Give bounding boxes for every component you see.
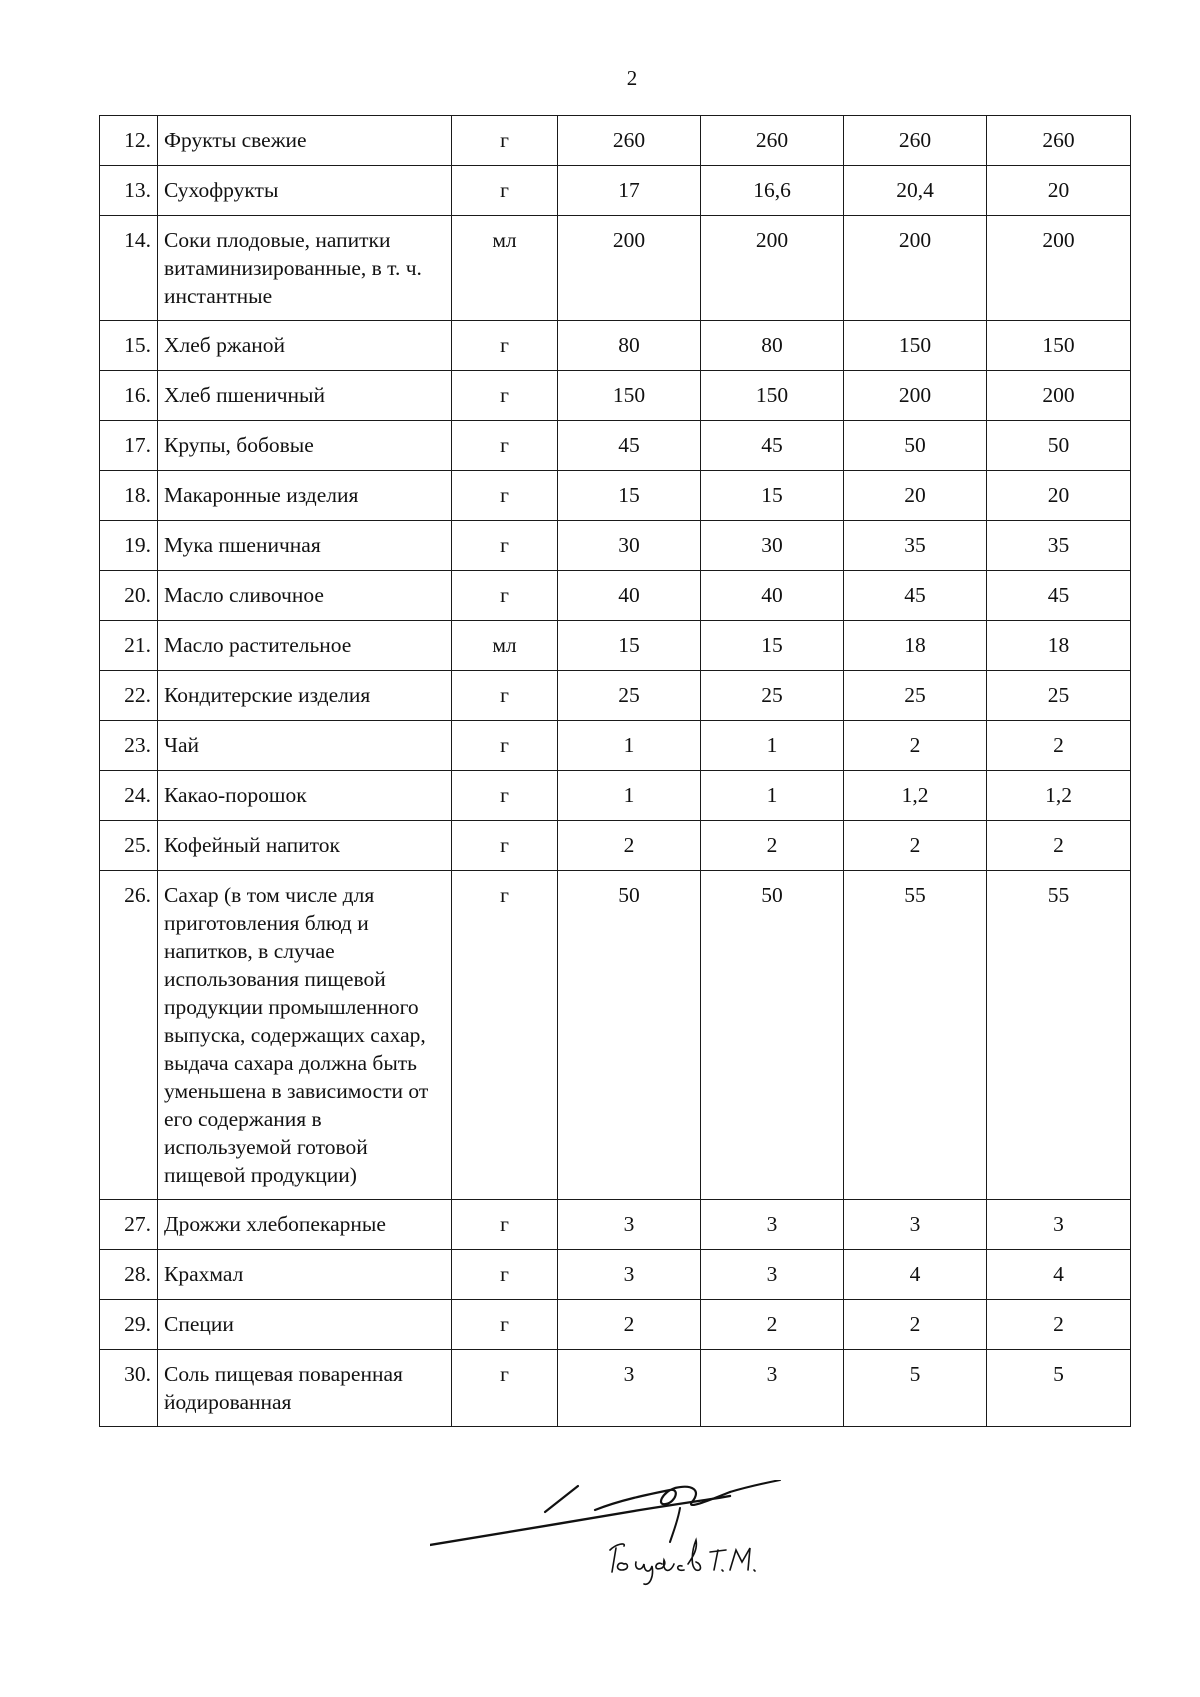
value-col-4: 150 xyxy=(987,321,1131,371)
value-col-1: 15 xyxy=(558,471,701,521)
unit-cell: г xyxy=(452,521,558,571)
row-number: 22. xyxy=(100,671,158,721)
table-row xyxy=(100,421,1131,471)
value-col-4: 20 xyxy=(987,471,1131,521)
value-col-4: 2 xyxy=(987,1300,1131,1350)
product-name: Макаронные изделия xyxy=(158,471,452,521)
value-col-1: 150 xyxy=(558,371,701,421)
value-col-1: 1 xyxy=(558,721,701,771)
value-col-1: 30 xyxy=(558,521,701,571)
value-col-3: 3 xyxy=(844,1200,987,1250)
table-row xyxy=(100,1300,1131,1350)
table-row xyxy=(100,471,1131,521)
unit-cell: г xyxy=(452,471,558,521)
value-col-3: 2 xyxy=(844,721,987,771)
value-col-1: 1 xyxy=(558,771,701,821)
value-col-4: 3 xyxy=(987,1200,1131,1250)
value-col-4: 200 xyxy=(987,216,1131,321)
product-name: Фрукты свежие xyxy=(158,116,452,166)
value-col-3: 200 xyxy=(844,371,987,421)
value-col-3: 2 xyxy=(844,1300,987,1350)
value-col-4: 50 xyxy=(987,421,1131,471)
value-col-2: 40 xyxy=(701,571,844,621)
product-name: Кондитерские изделия xyxy=(158,671,452,721)
row-number: 28. xyxy=(100,1250,158,1300)
product-name: Масло сливочное xyxy=(158,571,452,621)
row-number: 25. xyxy=(100,821,158,871)
unit-cell: г xyxy=(452,166,558,216)
product-name: Крахмал xyxy=(158,1250,452,1300)
row-number: 24. xyxy=(100,771,158,821)
value-col-2: 3 xyxy=(701,1250,844,1300)
value-col-4: 55 xyxy=(987,871,1131,1200)
value-col-4: 260 xyxy=(987,116,1131,166)
product-name: Хлеб пшеничный xyxy=(158,371,452,421)
value-col-3: 55 xyxy=(844,871,987,1200)
unit-cell: г xyxy=(452,371,558,421)
value-col-2: 80 xyxy=(701,321,844,371)
row-number: 16. xyxy=(100,371,158,421)
value-col-2: 3 xyxy=(701,1350,844,1427)
product-name: Соки плодовые, напитки витаминизированные, в т. ч. инстантные xyxy=(158,216,452,321)
food-norms-table xyxy=(99,115,1131,1427)
table-row xyxy=(100,166,1131,216)
value-col-2: 15 xyxy=(701,471,844,521)
table-body xyxy=(100,116,1131,1427)
unit-cell: г xyxy=(452,821,558,871)
product-name: Мука пшеничная xyxy=(158,521,452,571)
product-name: Какао-порошок xyxy=(158,771,452,821)
value-col-4: 1,2 xyxy=(987,771,1131,821)
value-col-2: 200 xyxy=(701,216,844,321)
value-col-2: 25 xyxy=(701,671,844,721)
unit-cell: г xyxy=(452,1250,558,1300)
value-col-4: 18 xyxy=(987,621,1131,671)
handwritten-signature xyxy=(430,1480,850,1630)
value-col-4: 2 xyxy=(987,821,1131,871)
value-col-4: 25 xyxy=(987,671,1131,721)
value-col-4: 4 xyxy=(987,1250,1131,1300)
row-number: 12. xyxy=(100,116,158,166)
unit-cell: г xyxy=(452,571,558,621)
table-row xyxy=(100,1200,1131,1250)
product-name: Специи xyxy=(158,1300,452,1350)
table-row xyxy=(100,621,1131,671)
row-number: 26. xyxy=(100,871,158,1200)
value-col-2: 30 xyxy=(701,521,844,571)
value-col-3: 50 xyxy=(844,421,987,471)
table-row xyxy=(100,771,1131,821)
value-col-3: 35 xyxy=(844,521,987,571)
table-row xyxy=(100,371,1131,421)
unit-cell: г xyxy=(452,321,558,371)
unit-cell: г xyxy=(452,116,558,166)
value-col-3: 150 xyxy=(844,321,987,371)
value-col-1: 3 xyxy=(558,1250,701,1300)
value-col-1: 2 xyxy=(558,1300,701,1350)
value-col-4: 45 xyxy=(987,571,1131,621)
value-col-1: 200 xyxy=(558,216,701,321)
value-col-3: 18 xyxy=(844,621,987,671)
value-col-3: 2 xyxy=(844,821,987,871)
unit-cell: г xyxy=(452,871,558,1200)
table-row xyxy=(100,321,1131,371)
value-col-4: 2 xyxy=(987,721,1131,771)
value-col-1: 260 xyxy=(558,116,701,166)
value-col-2: 2 xyxy=(701,821,844,871)
table-row xyxy=(100,216,1131,321)
value-col-1: 15 xyxy=(558,621,701,671)
row-number: 17. xyxy=(100,421,158,471)
table-row xyxy=(100,571,1131,621)
row-number: 15. xyxy=(100,321,158,371)
unit-cell: мл xyxy=(452,216,558,321)
value-col-2: 1 xyxy=(701,721,844,771)
value-col-3: 5 xyxy=(844,1350,987,1427)
table-row xyxy=(100,1350,1131,1427)
value-col-4: 5 xyxy=(987,1350,1131,1427)
table-row xyxy=(100,821,1131,871)
value-col-4: 200 xyxy=(987,371,1131,421)
value-col-1: 3 xyxy=(558,1350,701,1427)
value-col-1: 25 xyxy=(558,671,701,721)
unit-cell: г xyxy=(452,1200,558,1250)
table-row xyxy=(100,521,1131,571)
value-col-3: 1,2 xyxy=(844,771,987,821)
product-name: Сухофрукты xyxy=(158,166,452,216)
table-row xyxy=(100,871,1131,1200)
unit-cell: г xyxy=(452,1350,558,1427)
value-col-3: 25 xyxy=(844,671,987,721)
value-col-2: 45 xyxy=(701,421,844,471)
product-name: Кофейный напиток xyxy=(158,821,452,871)
value-col-1: 45 xyxy=(558,421,701,471)
unit-cell: г xyxy=(452,1300,558,1350)
table-row xyxy=(100,116,1131,166)
value-col-3: 45 xyxy=(844,571,987,621)
row-number: 18. xyxy=(100,471,158,521)
row-number: 20. xyxy=(100,571,158,621)
table-row xyxy=(100,1250,1131,1300)
value-col-2: 150 xyxy=(701,371,844,421)
row-number: 14. xyxy=(100,216,158,321)
value-col-3: 20,4 xyxy=(844,166,987,216)
row-number: 30. xyxy=(100,1350,158,1427)
value-col-2: 260 xyxy=(701,116,844,166)
unit-cell: г xyxy=(452,421,558,471)
unit-cell: мл xyxy=(452,621,558,671)
table-row xyxy=(100,671,1131,721)
product-name: Чай xyxy=(158,721,452,771)
value-col-3: 20 xyxy=(844,471,987,521)
value-col-2: 16,6 xyxy=(701,166,844,216)
value-col-1: 2 xyxy=(558,821,701,871)
value-col-3: 200 xyxy=(844,216,987,321)
row-number: 13. xyxy=(100,166,158,216)
value-col-2: 1 xyxy=(701,771,844,821)
product-name: Сахар (в том числе для приготовления блюд и напитков, в случае использования пищевой продукции промышленного выпуска, содержащих сахар, выдача сахара должна быть уменьшена в зависимости от его содержания в используемой готовой пищевой продукции) xyxy=(158,871,452,1200)
table-row xyxy=(100,721,1131,771)
unit-cell: г xyxy=(452,721,558,771)
product-name: Масло растительное xyxy=(158,621,452,671)
value-col-4: 20 xyxy=(987,166,1131,216)
value-col-3: 260 xyxy=(844,116,987,166)
value-col-1: 80 xyxy=(558,321,701,371)
row-number: 19. xyxy=(100,521,158,571)
value-col-1: 40 xyxy=(558,571,701,621)
product-name: Крупы, бобовые xyxy=(158,421,452,471)
row-number: 27. xyxy=(100,1200,158,1250)
value-col-2: 2 xyxy=(701,1300,844,1350)
value-col-2: 3 xyxy=(701,1200,844,1250)
product-name: Дрожжи хлебопекарные xyxy=(158,1200,452,1250)
value-col-3: 4 xyxy=(844,1250,987,1300)
value-col-2: 50 xyxy=(701,871,844,1200)
row-number: 21. xyxy=(100,621,158,671)
row-number: 23. xyxy=(100,721,158,771)
product-name: Соль пищевая поваренная йодированная xyxy=(158,1350,452,1427)
value-col-2: 15 xyxy=(701,621,844,671)
row-number: 29. xyxy=(100,1300,158,1350)
value-col-1: 50 xyxy=(558,871,701,1200)
value-col-4: 35 xyxy=(987,521,1131,571)
unit-cell: г xyxy=(452,771,558,821)
product-name: Хлеб ржаной xyxy=(158,321,452,371)
page-number: 2 xyxy=(626,66,638,90)
unit-cell: г xyxy=(452,671,558,721)
value-col-1: 17 xyxy=(558,166,701,216)
value-col-1: 3 xyxy=(558,1200,701,1250)
